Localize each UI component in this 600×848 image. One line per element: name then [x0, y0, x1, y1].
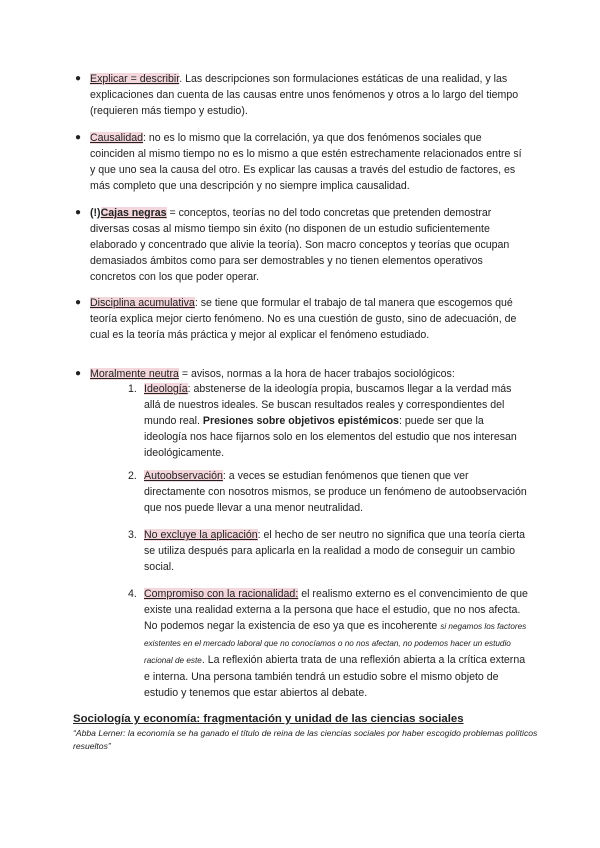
numbered-item — [128, 381, 529, 461]
term-highlight: Autoobservación — [144, 470, 223, 482]
numbered-item — [128, 527, 529, 575]
term-highlight: Moralmente neutra — [90, 368, 179, 380]
item-text: . La reflexión abierta trata de una reflexión abierta a la crítica externa e interna. Una persona también tendrá un estudio sobre el mismo objeto de estudio y tenemos que estar abiertos al debate. — [144, 654, 526, 699]
quote-text: “Abba Lerner: la economía se ha ganado el título de reina de las ciencias sociales por haber escogido problemas políticos resueltos” — [73, 728, 538, 751]
italic-example: si negamos los factores existentes en el mercado laboral que no conocíamos o no nos afectan, no podemos hacer un estudio racional de este — [144, 622, 527, 665]
numbered-item — [128, 586, 529, 701]
bold-text: Presiones sobre objetivos epistémicos — [202, 415, 399, 427]
section-title: Sociología y economía: fragmentación y unidad de las ciencias sociales — [73, 713, 464, 725]
item-number: 2. — [128, 470, 137, 482]
term-highlight: Compromiso con la racionalidad: — [144, 588, 299, 600]
term-highlight: Disciplina acumulativa — [90, 297, 195, 309]
warning-prefix: (!) — [90, 207, 101, 219]
item-text: : abstenerse de la ideología propia, buscamos llegar a la verdad más allá de nuestros ideales. Se buscan resultados reales y correspondientes del mundo real. — [144, 383, 512, 427]
term-highlight: Causalidad — [90, 132, 144, 144]
bullet-icon: ● — [75, 368, 82, 379]
bullet-text: . Las descripciones son formulaciones estáticas de una realidad, y las explicaciones dan cuenta de las causas entre unos fenómenos y otros a lo largo del tiempo (requieren más tiempo y estudio). — [90, 73, 519, 117]
bullet-item — [75, 366, 522, 382]
item-text: : a veces se estudian fenómenos que tienen que ver directamente con nosotros mismos, se produce un fenómeno de autoobservación que nos puede llevar a una menor neutralidad. — [144, 470, 527, 514]
bullet-text: : no es lo mismo que la correlación, ya que dos fenómenos sociales que coinciden al mismo tiempo no es lo mismo a que estén estrechamente relacionados entre sí y que uno sea la causa del otro. Es explicar las causas a través del estudio de factores, es más completo que una descripción y no siempre implica causalidad. — [90, 132, 522, 192]
bullet-item — [75, 295, 522, 343]
item-text: : el hecho de ser neutro no significa que una teoría cierta se utiliza después para aplicarla en la realidad a modo de conseguir un cambio social. — [144, 529, 526, 573]
term-highlight: Cajas negras — [100, 207, 167, 219]
bullet-item — [75, 205, 522, 285]
term-highlight: Explicar = describir — [90, 73, 180, 85]
term-highlight: No excluye la aplicación — [144, 529, 258, 541]
numbered-item — [128, 468, 529, 516]
bullet-item — [75, 130, 522, 194]
bullet-icon: ● — [75, 207, 82, 218]
bullet-text: = avisos, normas a la hora de hacer trabajos sociológicos: — [178, 368, 455, 380]
bullet-icon: ● — [75, 132, 82, 143]
item-number: 4. — [128, 588, 137, 600]
bullet-text: : se tiene que formular el trabajo de tal manera que escogemos qué teoría explica mejor cierto fenómeno. No es una cuestión de gusto, sino de adecuación, de cual es la teoría más práctica y mejor al explicar el fenómeno estudiado. — [90, 297, 517, 341]
bullet-icon: ● — [75, 297, 82, 308]
bullet-item — [75, 71, 522, 119]
item-text: : puede ser que la ideología nos hace fijarnos solo en los elementos del estudio que nos interesan ideológicamente. — [144, 415, 517, 459]
term-highlight: Ideología — [144, 383, 188, 395]
item-number: 1. — [128, 383, 137, 395]
bullet-icon: ● — [75, 73, 82, 84]
bullet-text: = conceptos, teorías no del todo concretas que pretenden demostrar diversas cosas al mismo tiempo sin éxito (no disponen de un estudio suficientemente elaborado y concentrado que alivie la teoría). Son macro conceptos y teorías que ocupan demasiados ámbitos como para ser demostrables y no tienen elementos operativos concretos con los que poder operar. — [90, 207, 510, 283]
item-text: el realismo externo es el convencimiento de que existe una realidad externa a la persona que hace el estudio, que no nos afecta. No podemos negar la existencia de eso ya que es incoherente — [144, 588, 528, 632]
item-number: 3. — [128, 529, 137, 541]
